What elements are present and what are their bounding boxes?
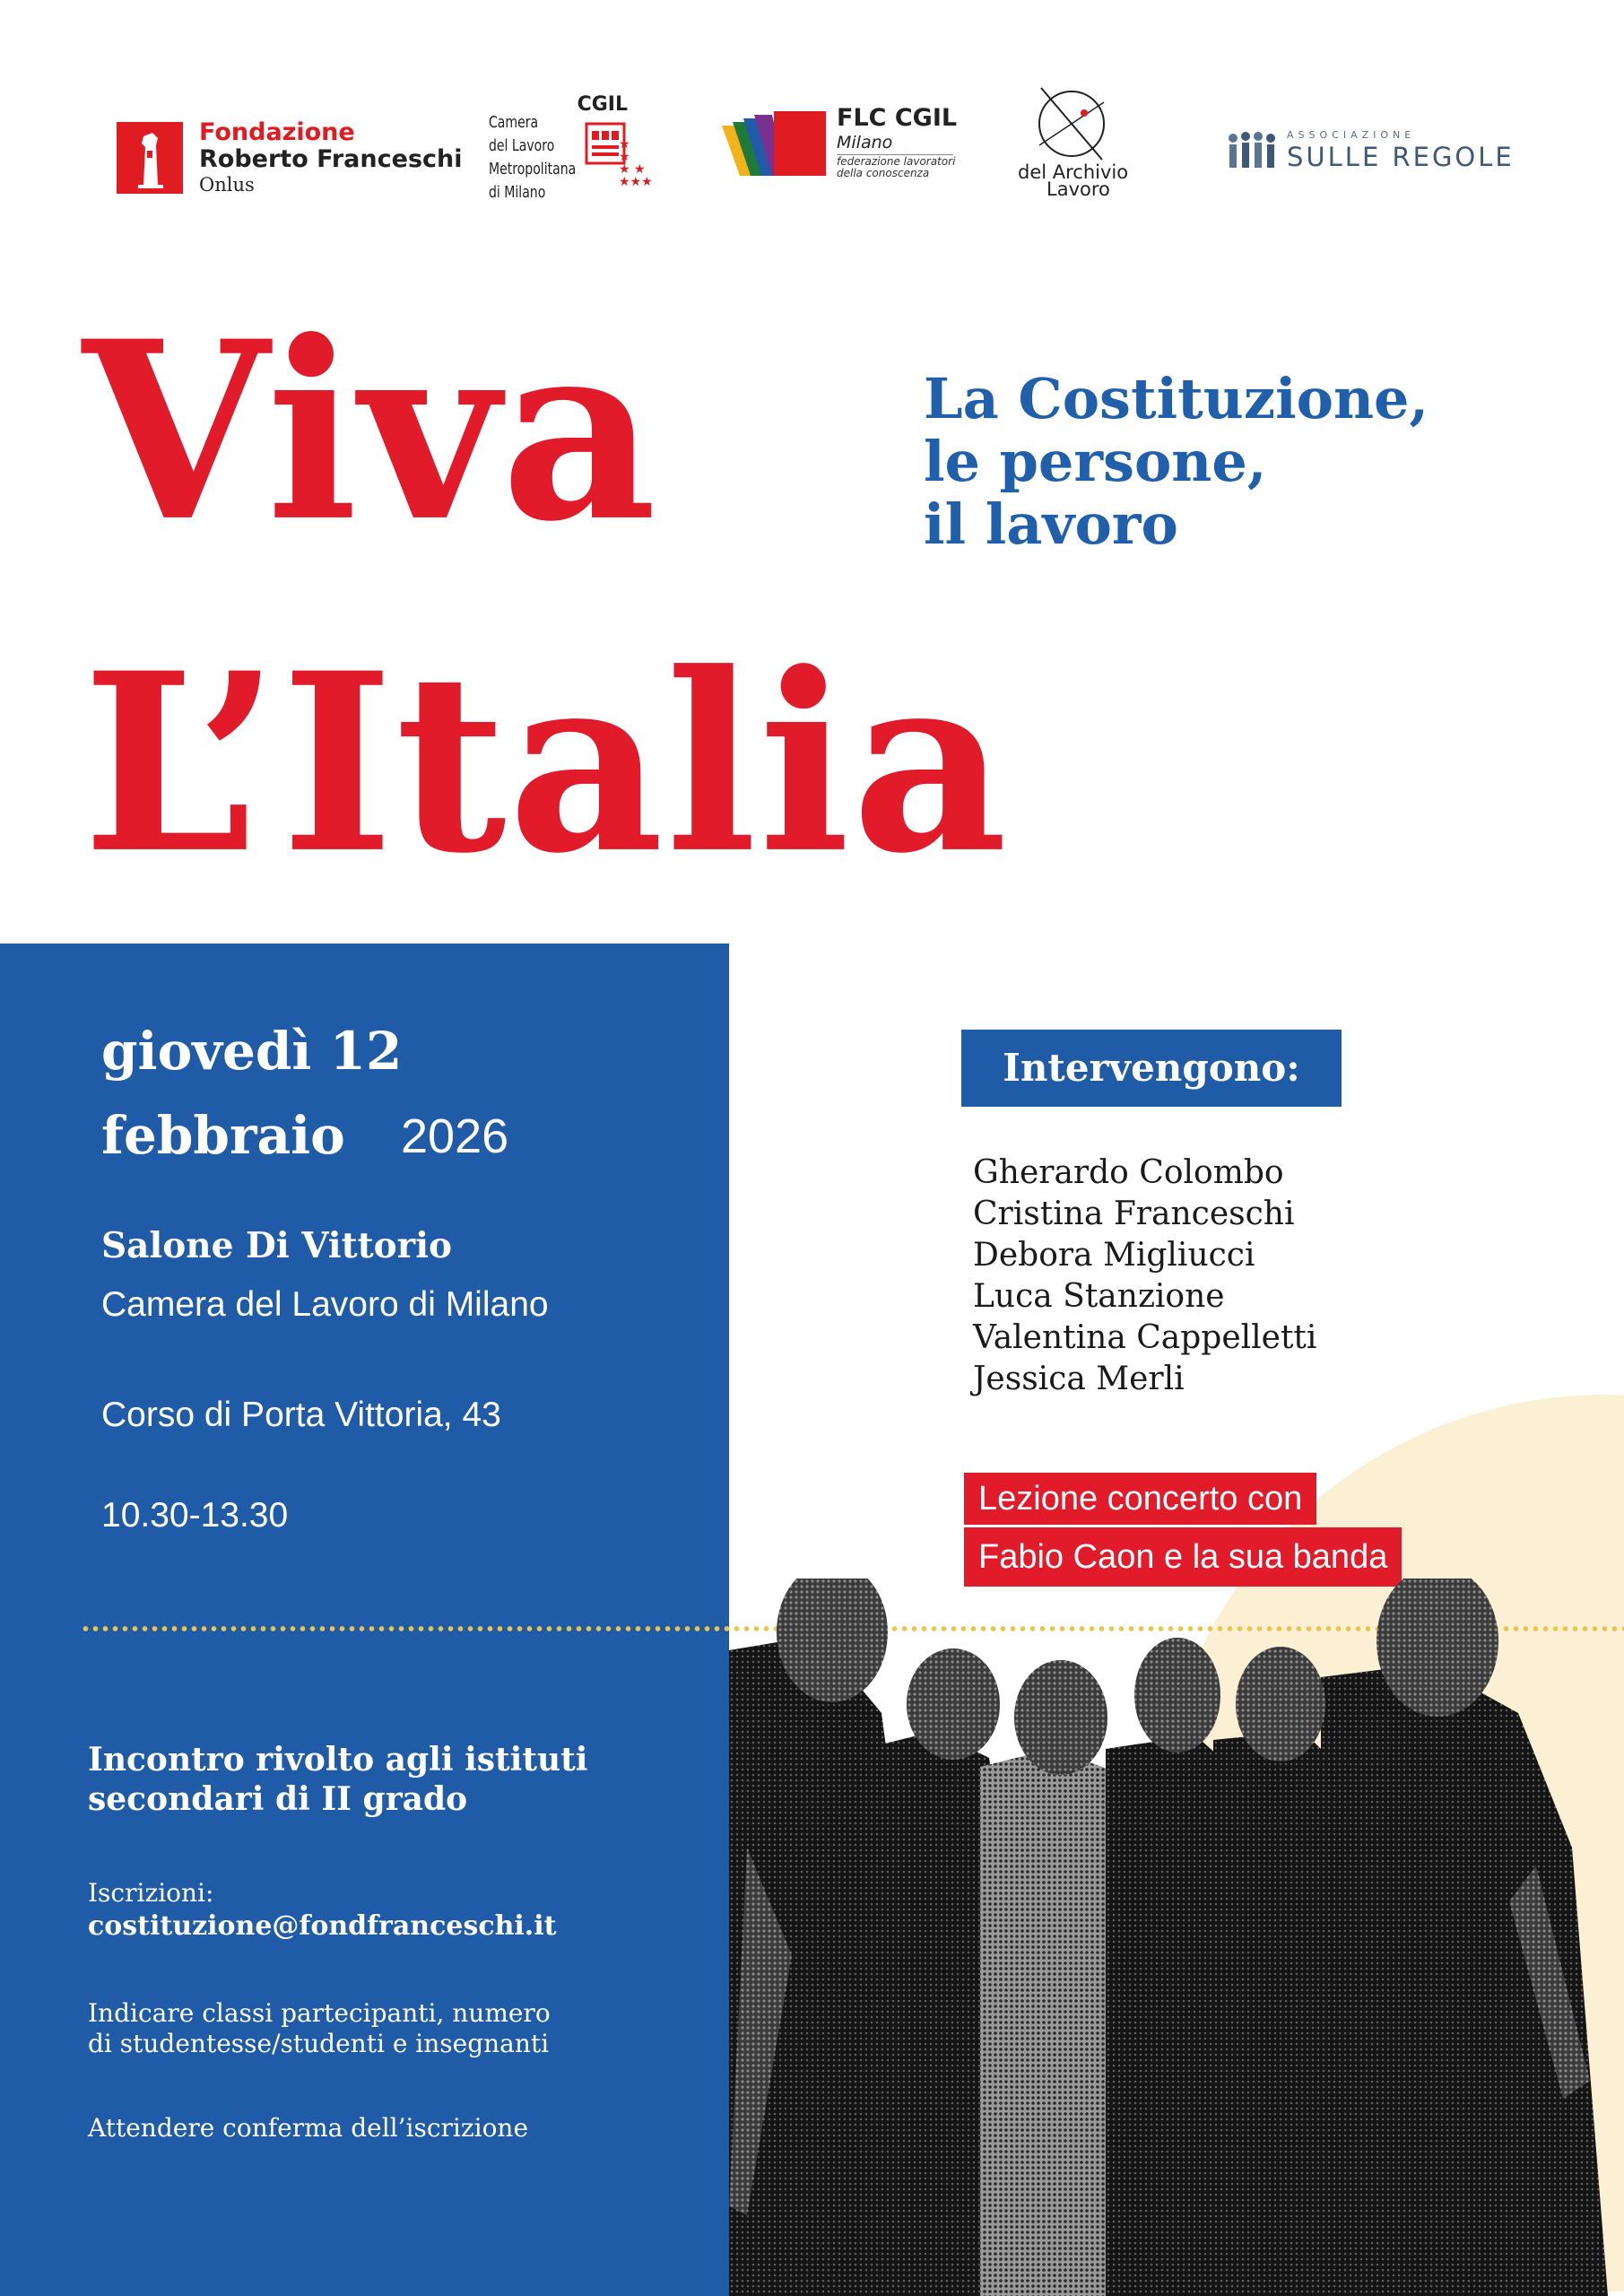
speaker-name: Valentina Cappelletti: [973, 1319, 1317, 1356]
event-venue-sub: Camera del Lavoro di Milano: [101, 1285, 549, 1324]
logo-franceschi-line2: Roberto Franceschi: [199, 145, 463, 173]
registration-email: costituzione@fondfranceschi.it: [88, 1910, 557, 1942]
logo-cgil-line: del Lavoro: [489, 136, 555, 155]
audience-text: [88, 1740, 587, 1819]
speaker-name: Cristina Franceschi: [973, 1196, 1295, 1232]
event-venue: Salone Di Vittorio: [101, 1225, 453, 1266]
confirm-note: Attendere conferma dell’iscrizione: [88, 2113, 529, 2143]
flc-stripes-icon: [722, 108, 828, 179]
logo-sulle-regole: [1224, 126, 1529, 179]
event-year: 2026: [401, 1109, 509, 1163]
concert-label-line2: Fabio Caon e la sua banda: [964, 1527, 1402, 1587]
logo-cgil-line: di Milano: [489, 183, 546, 202]
event-address: Corso di Porta Vittoria, 43: [101, 1396, 501, 1434]
logo-cgil-line: Metropolitana: [489, 160, 577, 178]
headline-italia: L’Italia: [83, 619, 1010, 909]
subtitle: [924, 368, 1429, 556]
stars-icon: ★ ★ ★ ★ ★★★: [619, 137, 653, 189]
logo-regole-small: ASSOCIAZIONE: [1287, 129, 1416, 141]
note-line: di studentesse/studenti e insegnanti: [88, 2029, 550, 2058]
logo-archivio-line1: del Archivio: [1018, 161, 1129, 183]
audience-line: Incontro rivolto agli istituti: [88, 1741, 588, 1779]
subtitle-line: le persone,: [924, 429, 1267, 494]
event-date-day: giovedì 12: [101, 1021, 403, 1082]
logo-cgil-line: Camera: [489, 113, 539, 132]
logo-archivio-lavoro: [1018, 83, 1152, 199]
logo-regole-big: SULLE REGOLE: [1287, 142, 1515, 172]
speaker-name: Jessica Merli: [973, 1361, 1185, 1397]
archivio-circle-icon: [1029, 83, 1118, 163]
subtitle-line: La Costituzione,: [924, 366, 1429, 431]
logo-franceschi-line1: Fondazione: [199, 118, 355, 146]
event-time: 10.30-13.30: [101, 1496, 289, 1535]
registration-note: [88, 1998, 551, 2059]
logo-flc-title: FLC CGIL: [837, 104, 958, 132]
speaker-name: Gherardo Colombo: [973, 1154, 1284, 1191]
tower-logo-icon: [117, 122, 183, 194]
registration-label: Iscrizioni:: [88, 1878, 214, 1908]
logo-flc-subtitle: Milano: [837, 133, 893, 152]
logo-archivio-line2: Lavoro: [1046, 178, 1110, 200]
band-photo: [729, 1578, 1624, 2296]
logo-fondazione-franceschi: [117, 118, 463, 199]
headline-viva: Viva: [83, 287, 659, 577]
people-icon: [1224, 131, 1278, 170]
speaker-name: Debora Migliucci: [973, 1237, 1255, 1274]
logo-flc-cgil: [722, 100, 958, 190]
concert-label-line1: Lezione concerto con: [964, 1473, 1316, 1525]
logo-cgil-top: CGIL: [577, 93, 628, 116]
speakers-list: [973, 1152, 1316, 1400]
event-date-month: febbraio: [101, 1105, 345, 1166]
subtitle-line: il lavoro: [924, 491, 1178, 557]
speakers-heading: Intervengono:: [961, 1030, 1342, 1107]
logo-flc-tagline: federazione lavoratori della conoscenza: [837, 155, 956, 179]
logo-camera-lavoro: [489, 93, 653, 217]
note-line: Indicare classi partecipanti, numero: [88, 1998, 551, 2028]
logo-franceschi-line3: Onlus: [199, 174, 255, 196]
audience-line: secondari di II grado: [88, 1780, 468, 1818]
speaker-name: Luca Stanzione: [973, 1278, 1225, 1315]
